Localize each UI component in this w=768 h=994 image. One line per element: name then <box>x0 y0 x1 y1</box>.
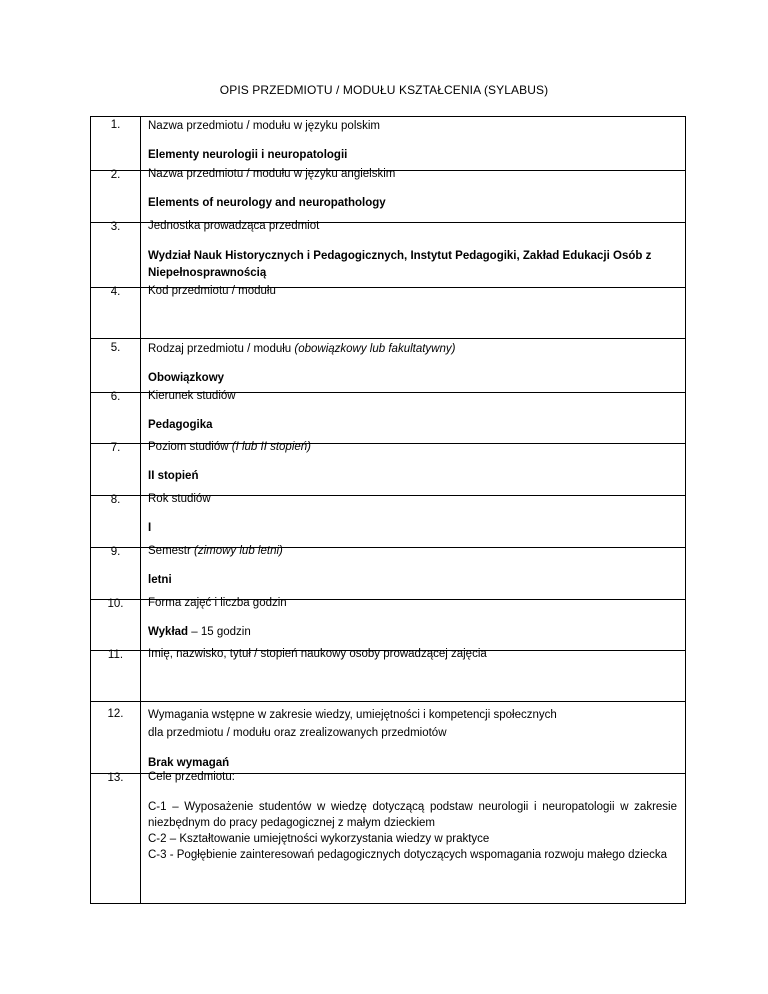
field-value: Pedagogika <box>148 419 213 431</box>
field-label: Semestr (zimowy lub letni) <box>148 545 283 557</box>
row-content <box>141 493 686 548</box>
table-row <box>91 288 686 339</box>
field-label: Nazwa przedmiotu / modułu w języku polskim <box>148 120 381 132</box>
table-row <box>91 651 686 702</box>
goal-item: C-3 - Pogłębienie zainteresowań pedagogicznych dotyczących wspomagania rozwoju małego dziecka <box>148 849 668 861</box>
table-row <box>91 339 686 393</box>
table-row <box>91 774 686 904</box>
field-label: Rodzaj przedmiotu / modułu (obowiązkowy lub fakultatywny) <box>148 343 456 355</box>
field-value: Elementy neurologii i neuropatologii <box>148 149 348 161</box>
row-content <box>141 441 686 496</box>
document-title: OPIS PRZEDMIOTU / MODUŁU KSZTAŁCENIA (SYLABUS) <box>219 83 549 97</box>
field-value: Wykład – 15 godzin <box>148 626 251 638</box>
row-number: 9. <box>91 548 141 600</box>
field-value: II stopień <box>148 470 199 482</box>
row-content <box>141 702 686 774</box>
field-label: Nazwa przedmiotu / modułu w języku angielskim <box>148 168 396 180</box>
table-row <box>91 171 686 223</box>
table-row <box>91 223 686 288</box>
field-value: Elements of neurology and neuropathology <box>148 197 386 209</box>
row-number: 2. <box>91 171 141 223</box>
row-content <box>141 168 686 223</box>
row-content <box>141 390 686 444</box>
field-value: I <box>148 522 152 534</box>
table-row <box>91 496 686 548</box>
table-row <box>91 444 686 496</box>
field-label: Kod przedmiotu / modułu <box>148 285 276 297</box>
field-label: Poziom studiów (I lub II stopień) <box>148 441 311 453</box>
row-number: 7. <box>91 444 141 496</box>
table-row <box>91 600 686 651</box>
field-label: Cele przedmiotu: <box>148 771 235 783</box>
syllabus-table <box>90 116 686 904</box>
row-number: 1. <box>91 117 141 171</box>
table-row <box>91 117 686 171</box>
table-row <box>91 702 686 774</box>
field-label: Wymagania wstępne w zakresie wiedzy, umiejętności i kompetencji społecznych <box>148 709 557 721</box>
row-content <box>141 597 686 651</box>
row-content <box>141 648 686 702</box>
field-value: Brak wymagań <box>148 757 230 769</box>
row-number: 12. <box>91 702 141 774</box>
table-row <box>91 393 686 444</box>
goal-item: C-2 – Kształtowanie umiejętności wykorzystania wiedzy w praktyce <box>148 833 490 845</box>
field-label: Jednostka prowadząca przedmiot <box>148 220 320 232</box>
row-content <box>141 220 686 288</box>
row-number: 6. <box>91 393 141 444</box>
row-number: 3. <box>91 223 141 288</box>
row-content <box>141 117 686 171</box>
goal-item: C-1 – Wyposażenie studentów w wiedzę dotyczącą podstaw neurologii i neuropatologii w zakresie niezbędnym do pracy pedagogicznej z małym dzieckiem <box>148 801 677 829</box>
field-label: Imię, nazwisko, tytuł / stopień naukowy osoby prowadzącej zajęcia <box>148 648 487 660</box>
table-row <box>91 548 686 600</box>
row-number: 8. <box>91 496 141 548</box>
field-label-line2: dla przedmiotu / modułu oraz zrealizowanych przedmiotów <box>148 727 447 739</box>
row-number: 11. <box>91 651 141 702</box>
field-value: letni <box>148 574 172 586</box>
row-content <box>141 339 686 393</box>
row-content <box>141 285 686 339</box>
field-value: Obowiązkowy <box>148 372 225 384</box>
row-number: 10. <box>91 600 141 651</box>
row-number: 13. <box>91 774 141 904</box>
row-number: 5. <box>91 339 141 393</box>
field-value: Wydział Nauk Historycznych i Pedagogicznych, Instytut Pedagogiki, Zakład Edukacji Osób z Niepełnosprawnością <box>148 250 652 279</box>
row-number: 4. <box>91 288 141 339</box>
row-content <box>141 771 686 904</box>
field-label: Kierunek studiów <box>148 390 236 402</box>
goals-list <box>148 799 677 863</box>
field-label: Rok studiów <box>148 493 211 505</box>
row-content <box>141 545 686 600</box>
field-label: Forma zajęć i liczba godzin <box>148 597 287 609</box>
